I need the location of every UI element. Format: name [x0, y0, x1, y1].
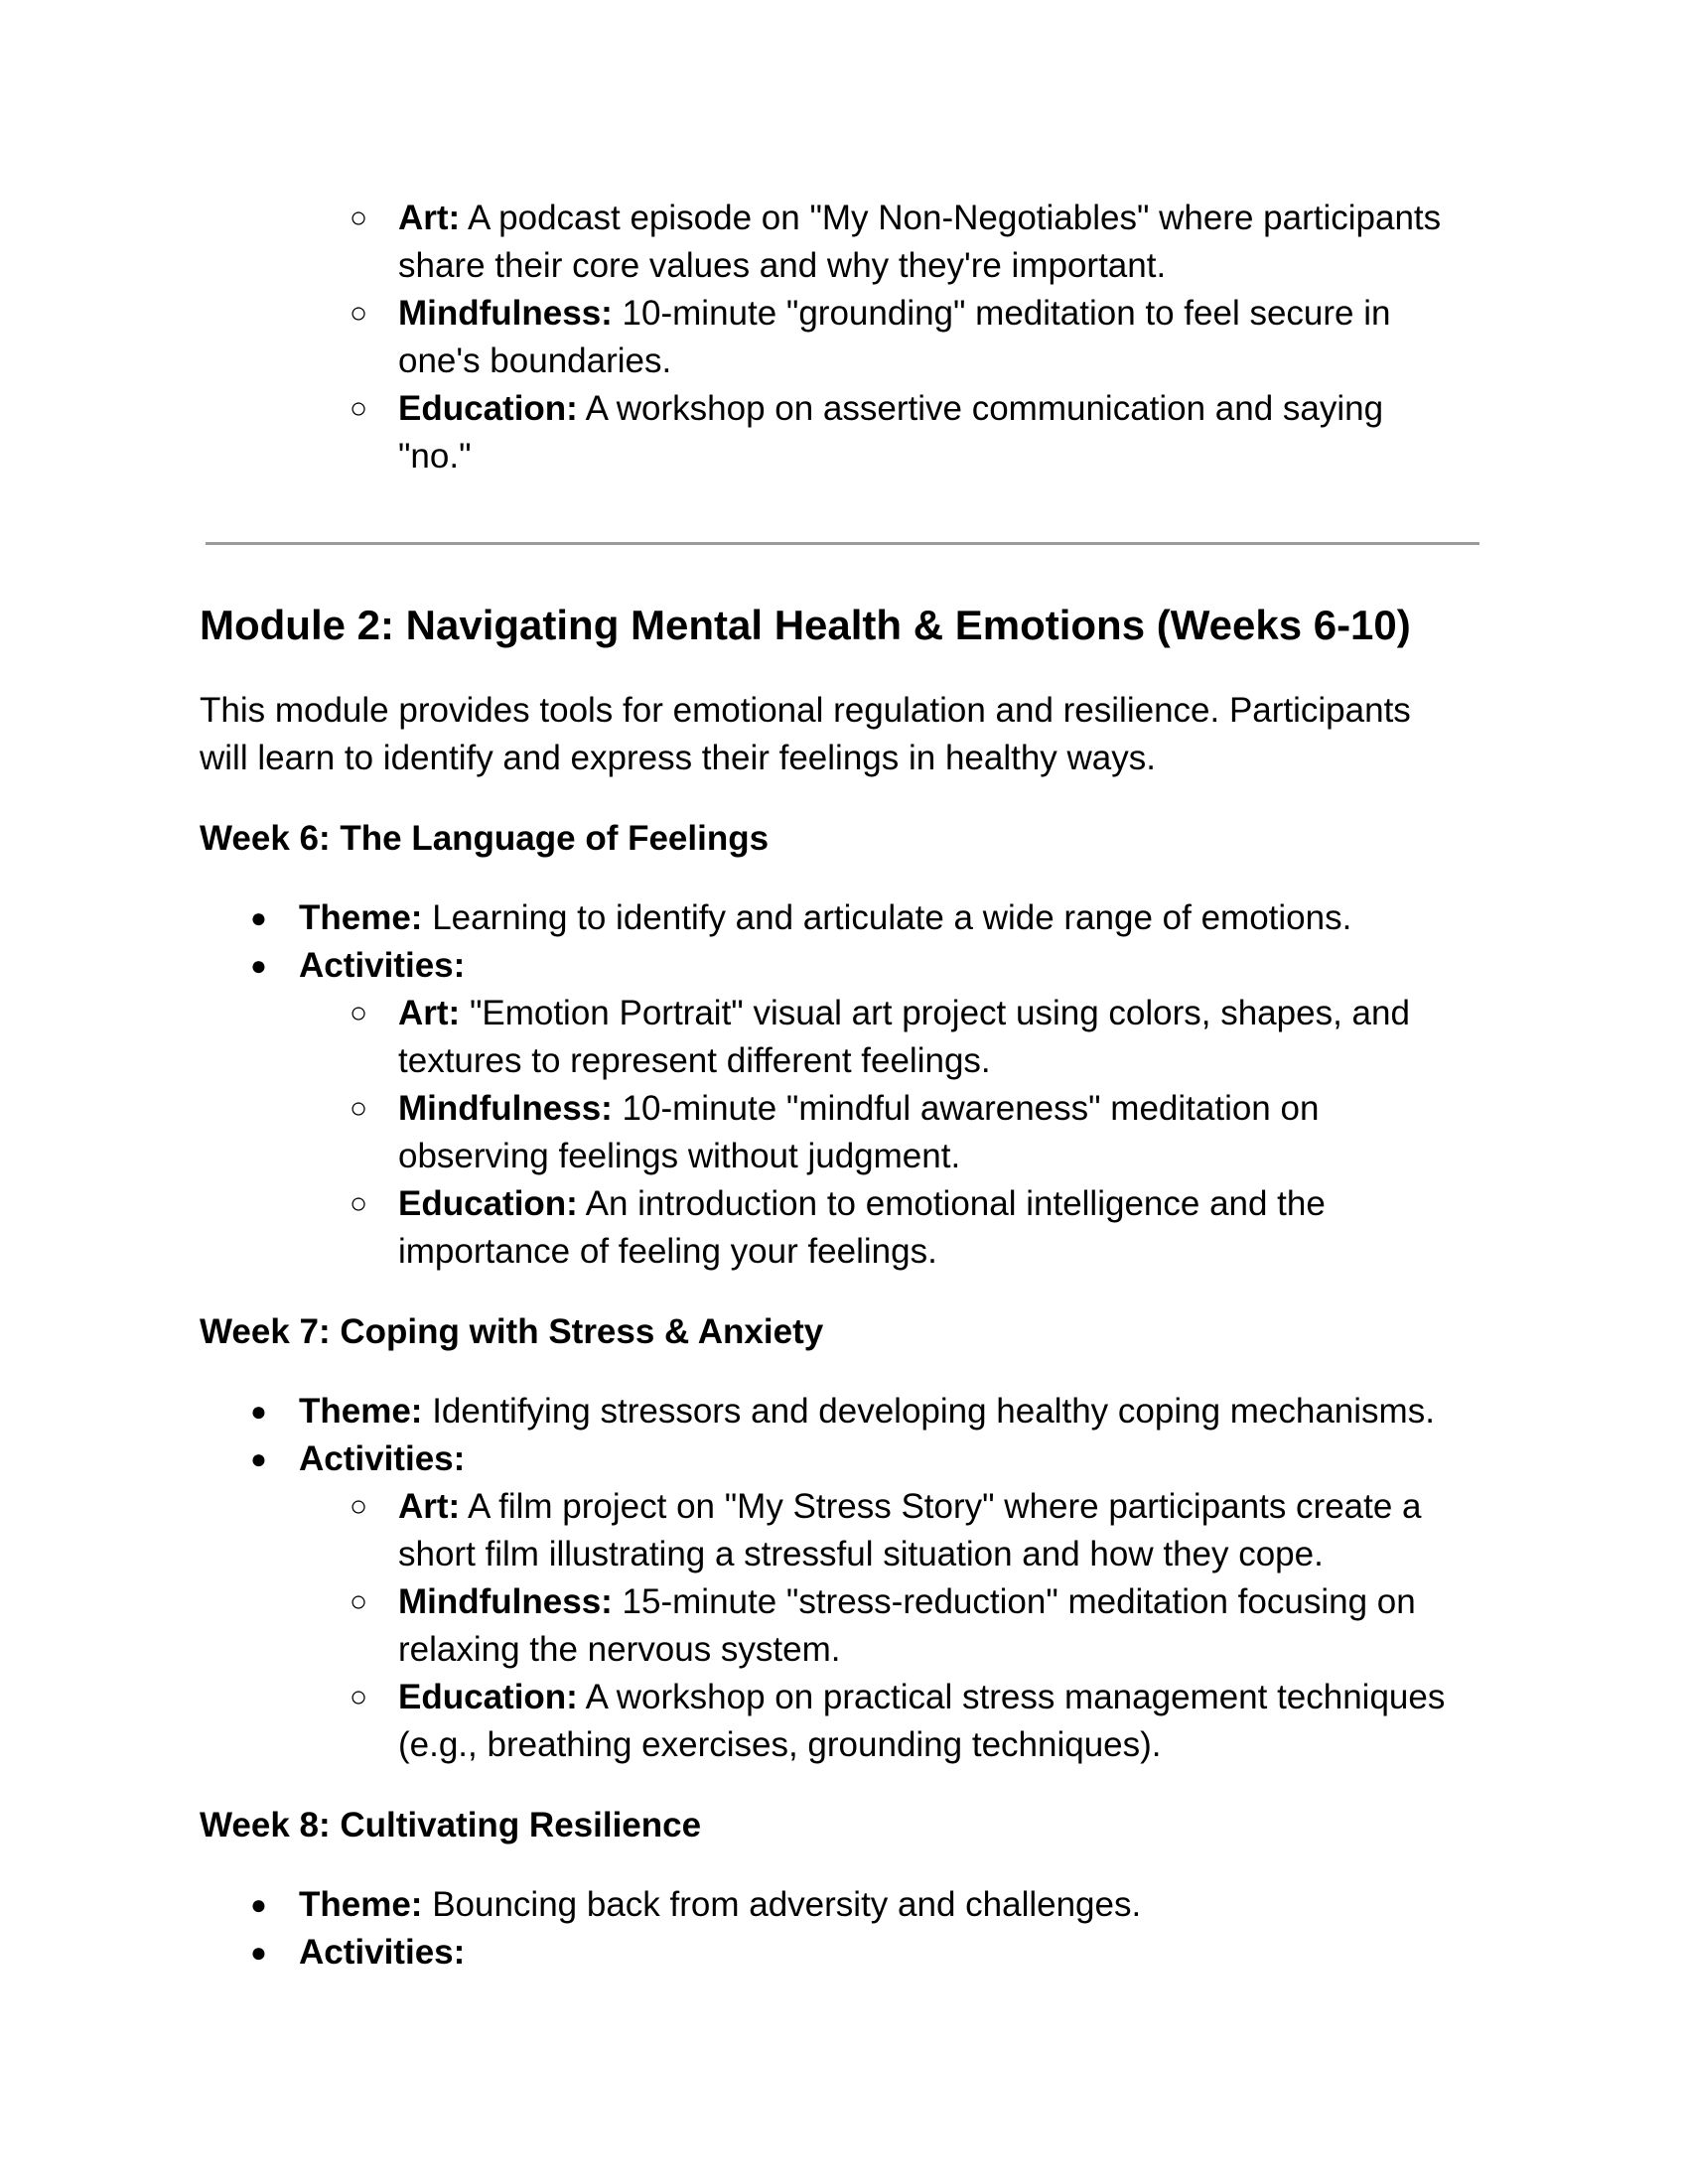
hollow-bullet-icon: ○: [350, 297, 368, 330]
filled-bullet-icon: ●: [250, 1443, 267, 1474]
theme-item: Theme: Bouncing back from adversity and challenges.: [299, 1885, 1142, 1924]
activity-item-continuation: textures to represent different feelings.: [398, 1041, 991, 1080]
filled-bullet-icon: ●: [250, 950, 267, 981]
theme-item: Theme: Learning to identify and articulate a wide range of emotions.: [299, 898, 1352, 937]
module-title: Module 2: Navigating Mental Health & Emotions (Weeks 6-10): [200, 602, 1411, 648]
list-item-continuation: share their core values and why they're important.: [398, 246, 1167, 285]
hollow-bullet-icon: ○: [350, 1585, 368, 1618]
activity-item: Education: An introduction to emotional intelligence and the: [398, 1184, 1326, 1223]
hollow-bullet-icon: ○: [350, 1187, 368, 1220]
list-item: Education: A workshop on assertive communication and saying: [398, 389, 1384, 428]
activity-item-continuation: observing feelings without judgment.: [398, 1137, 961, 1175]
module-description-line: will learn to identify and express their feelings in healthy ways.: [200, 739, 1156, 777]
list-item: Mindfulness: 10-minute "grounding" meditation to feel secure in: [398, 294, 1391, 333]
activity-item-continuation: (e.g., breathing exercises, grounding techniques).: [398, 1725, 1162, 1764]
week-heading: Week 8: Cultivating Resilience: [200, 1806, 702, 1844]
activity-item: Mindfulness: 10-minute "mindful awareness" meditation on: [398, 1089, 1320, 1128]
hollow-bullet-icon: ○: [350, 997, 368, 1029]
hollow-bullet-icon: ○: [350, 202, 368, 234]
horizontal-divider: [206, 542, 1479, 545]
activity-item: Mindfulness: 15-minute "stress-reduction" meditation focusing on: [398, 1582, 1416, 1621]
activity-item: Education: A workshop on practical stress management techniques: [398, 1678, 1446, 1716]
filled-bullet-icon: ●: [250, 1889, 267, 1920]
module-description-line: This module provides tools for emotional regulation and resilience. Participants: [200, 691, 1411, 730]
list-item-continuation: one's boundaries.: [398, 341, 672, 380]
hollow-bullet-icon: ○: [350, 1092, 368, 1125]
activity-item-continuation: importance of feeling your feelings.: [398, 1232, 937, 1271]
week-heading: Week 6: The Language of Feelings: [200, 819, 770, 858]
week-heading: Week 7: Coping with Stress & Anxiety: [200, 1312, 824, 1351]
activities-label: Activities:: [299, 1439, 466, 1478]
filled-bullet-icon: ●: [250, 902, 267, 933]
hollow-bullet-icon: ○: [350, 392, 368, 425]
list-item-continuation: "no.": [398, 437, 472, 476]
activity-item: Art: A film project on "My Stress Story" where participants create a: [398, 1487, 1422, 1526]
theme-item: Theme: Identifying stressors and developing healthy coping mechanisms.: [299, 1392, 1435, 1431]
activity-item-continuation: short film illustrating a stressful situation and how they cope.: [398, 1535, 1324, 1573]
filled-bullet-icon: ●: [250, 1396, 267, 1427]
activities-label: Activities:: [299, 1933, 466, 1972]
list-item: Art: A podcast episode on "My Non-Negotiables" where participants: [398, 199, 1442, 237]
filled-bullet-icon: ●: [250, 1937, 267, 1968]
hollow-bullet-icon: ○: [350, 1681, 368, 1713]
activity-item: Art: "Emotion Portrait" visual art project using colors, shapes, and: [398, 994, 1410, 1032]
hollow-bullet-icon: ○: [350, 1490, 368, 1523]
activities-label: Activities:: [299, 946, 466, 985]
activity-item-continuation: relaxing the nervous system.: [398, 1630, 841, 1669]
